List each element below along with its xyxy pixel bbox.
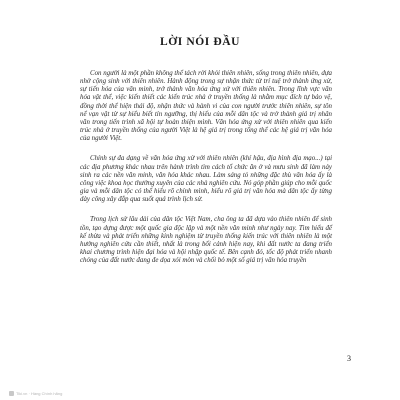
watermark-logo-icon (9, 391, 14, 396)
watermark (9, 391, 62, 396)
paragraph-3: Trong lịch sử lâu dài của dân tộc Việt Nam, cha ông ta đã dựa vào thiên nhiên để sinh tồn, tạo dựng được một quốc gia độc lập và một nền văn minh như ngày nay. Tìm hiểu để kế thừa và phát triển những kinh nghiệm từ truyền thống kiến trúc với thiên nhiên là một hướng nghiên cứu cần thiết, nhất là trong bối cảnh hiện nay, khi đất nước ta đang triển khai chương trình hiện đại hóa và hội nhập quốc tế. Bên cạnh đó, tốc độ phát triển nhanh chóng của đất nước đang đe dọa xói mòn và chối bỏ một số giá trị văn hóa truyền (80, 216, 332, 265)
page-title: LỜI NÓI ĐẦU (159, 36, 241, 48)
paragraph-1: Con người là một phần không thể tách rời khỏi thiên nhiên, sống trong thiên nhiên, dựa nhờ cộng sinh với thiên nhiên. Hành động trong sự nhận thức từ trí tuệ trở thành ứng xử, sự tiến hóa của văn minh, trở thành văn hóa ứng xử với thiên nhiên. Trong lĩnh vực văn hóa vật thể, việc kiến thiết các kiến trúc nhà ở truyền thống là nhằm mục đích tự bảo vệ, đồng thời thể hiện thái độ, nhận thức và hành vi của con người trước thiên nhiên, sự tôn nể vạn vật từ sự hiểu biết tín ngưỡng, thị hiếu của mỗi dân tộc và trở thành giá trị nhân văn trong tiến trình xã hội tự hoàn thiện mình. Văn hóa ứng xử với thiên nhiên qua kiến trúc nhà ở truyền thống của người Việt là hệ giá trị trong tổng thể các hệ giá trị văn hóa của người Việt. (80, 70, 332, 143)
paragraph-2: Chính sự đa dạng về văn hóa ứng xử với thiên nhiên (khí hậu, địa hình địa mạo...) tại các địa phương khác nhau trên hành trình tìm cách tổ chức ăn ở và mưu sinh đã làm nảy sinh ra các nền văn minh, văn hóa khác nhau. Làm sáng tỏ những đặc thù văn hóa ấy là công việc khoa học thường xuyên của các nhà nghiên cứu. Nó góp phần giúp cho mỗi quốc gia và mỗi dân tộc có thể hiểu rõ chính mình, hiểu rõ giá trị văn hóa mà dân tộc ấy từng dày công xây đắp qua suốt quá trình lịch sử. (80, 155, 332, 204)
watermark-text: Tiki.vn · Hàng Chính hãng (16, 391, 63, 396)
page-number: 3 (347, 354, 351, 363)
body-text (80, 70, 332, 277)
